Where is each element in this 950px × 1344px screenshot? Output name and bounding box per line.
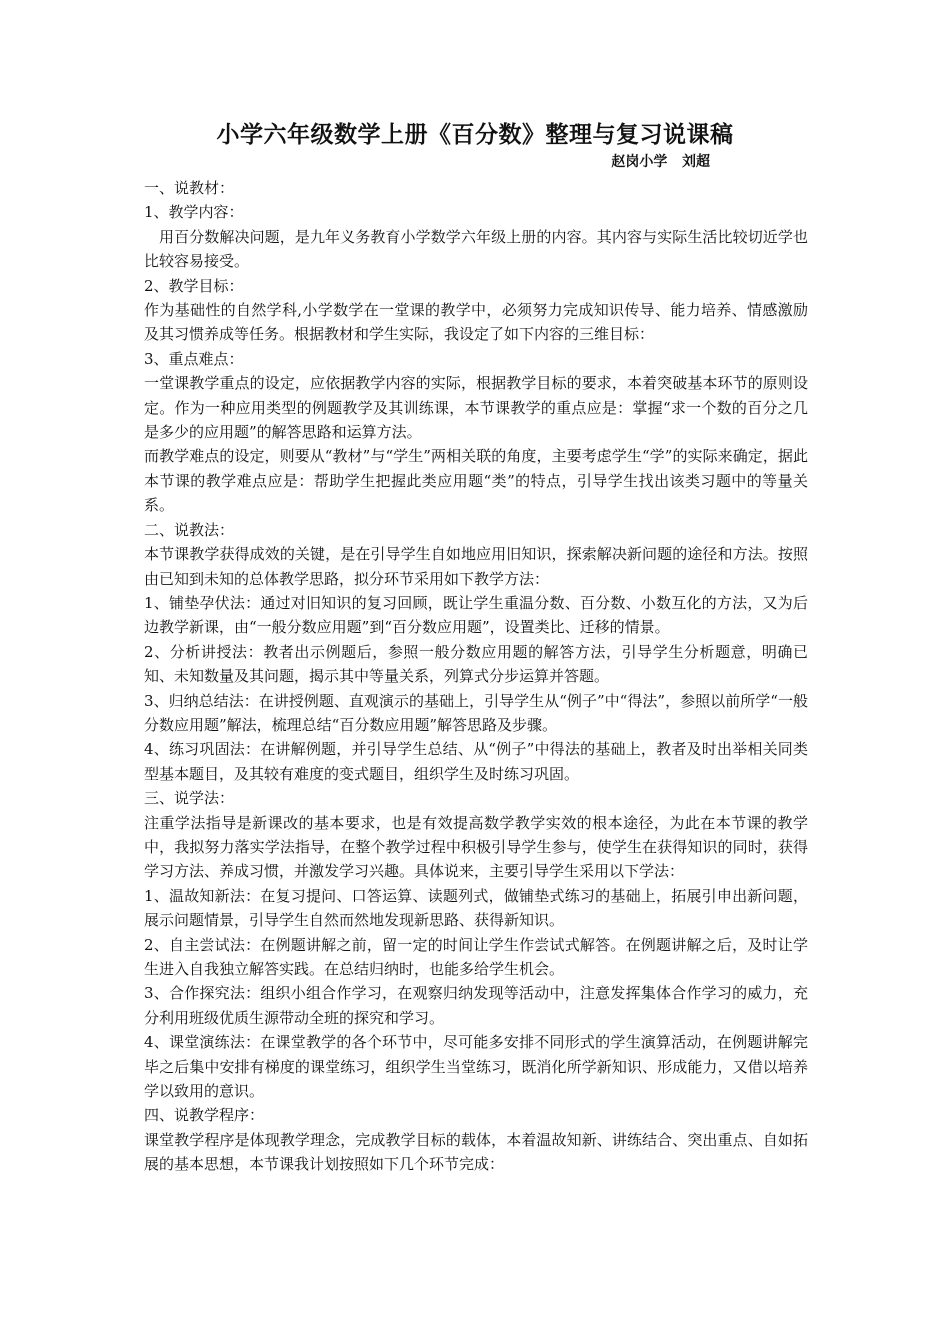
- paragraph: 2、自主尝试法：在例题讲解之前，留一定的时间让学生作尝试式解答。在例题讲解之后，及时让学生进入自我独立解答实践。在总结归纳时，也能多给学生机会。: [144, 935, 808, 978]
- paragraph: 1、温故知新法：在复习提问、口答运算、读题列式，做铺垫式练习的基础上，拓展引申出新问题，展示问题情景，引导学生自然而然地发现新思路、获得新知识。: [144, 886, 808, 930]
- paragraph: 课堂教学程序是体现教学理念，完成教学目标的载体，本着温故知新、讲练结合、突出重点、自如拓展的基本思想，本节课我计划按照如下几个环节完成：: [144, 1130, 808, 1174]
- paragraph: 一堂课教学重点的设定，应依据教学内容的实际，根据教学目标的要求，本着突破基本环节的原则设定。作为一种应用类型的例题教学及其训练课，本节课教学的重点应是：掌握“求一个数的百分之几是多少的应用题”的解答思路和运算方法。: [144, 374, 808, 442]
- paragraph: 二、说教法：: [144, 520, 235, 539]
- paragraph: 四、说教学程序：: [144, 1106, 265, 1125]
- paragraph: 注重学法指导是新课改的基本要求，也是有效提高数学教学实效的根本途径，为此在本节课的教学中，我拟努力落实学法指导，在整个教学过程中积极引导学生参与，使学生在获得知识的同时，获得学习方法、养成习惯，并激发学习兴趣。具体说来，主要引导学生采用以下学法：: [144, 813, 808, 881]
- paragraph: 三、说学法：: [144, 789, 235, 808]
- paragraph: 2、教学目标：: [144, 276, 244, 295]
- paragraph: 一、说教材：: [144, 179, 235, 197]
- paragraph: 1、铺垫孕伏法：通过对旧知识的复习回顾，既让学生重温分数、百分数、小数互化的方法，又为后边教学新课，由“一般分数应用题”到“百分数应用题”，设置类比、迁移的情景。: [144, 593, 808, 637]
- paragraph: 本节课教学获得成效的关键，是在引导学生自如地应用旧知识，探索解决新问题的途径和方法。按照由已知到未知的总体教学思路，拟分环节采用如下教学方法：: [144, 545, 808, 588]
- document-title: 小学六年级数学上册《百分数》整理与复习说课稿: [216, 122, 734, 148]
- paragraph: 1、教学内容：: [144, 203, 244, 222]
- document-body: [144, 176, 808, 1177]
- paragraph: 2、分析讲授法：教者出示例题后，参照一般分数应用题的解答方法，引导学生分析题意，明确已知、未知数量及其问题，揭示其中等量关系，列算式分步运算并答题。: [144, 642, 808, 686]
- paragraph: 用百分数解决问题，是九年义务教育小学数学六年级上册的内容。其内容与实际生活比较切近学也比较容易接受。: [144, 227, 808, 271]
- paragraph: 4、练习巩固法：在讲解例题，并引导学生总结、从“例子”中得法的基础上，教者及时出举相关同类型基本题目，及其较有难度的变式题目，组织学生及时练习巩固。: [144, 740, 808, 783]
- paragraph: 3、归纳总结法：在讲授例题、直观演示的基础上，引导学生从“例子”中“得法”，参照以前所学“一般分数应用题”解法，梳理总结“百分数应用题”解答思路及步骤。: [144, 691, 808, 734]
- paragraph: 作为基础性的自然学科,小学数学在一堂课的教学中，必须努力完成知识传导、能力培养、情感激励及其习惯养成等任务。根据教材和学生实际，我设定了如下内容的三维目标：: [144, 301, 808, 344]
- paragraph: 而教学难点的设定，则要从“教材”与“学生”两相关联的角度，主要考虑学生“学”的实际来确定，据此本节课的教学难点应是：帮助学生把握此类应用题“类”的特点，引导学生找出该类习题中的等量关系。: [144, 447, 808, 515]
- paragraph: 3、重点难点：: [144, 349, 244, 368]
- document-author: 赵岗小学 刘超: [611, 154, 710, 170]
- paragraph: 3、合作探究法：组织小组合作学习，在观察归纳发现等活动中，注意发挥集体合作学习的威力，充分利用班级优质生源带动全班的探究和学习。: [144, 984, 808, 1027]
- paragraph: 4、课堂演练法：在课堂教学的各个环节中，尽可能多安排不同形式的学生演算活动，在例题讲解完毕之后集中安排有梯度的课堂练习，组织学生当堂练习，既消化所学新知识、形成能力，又借以培养学以致用的意识。: [144, 1033, 808, 1101]
